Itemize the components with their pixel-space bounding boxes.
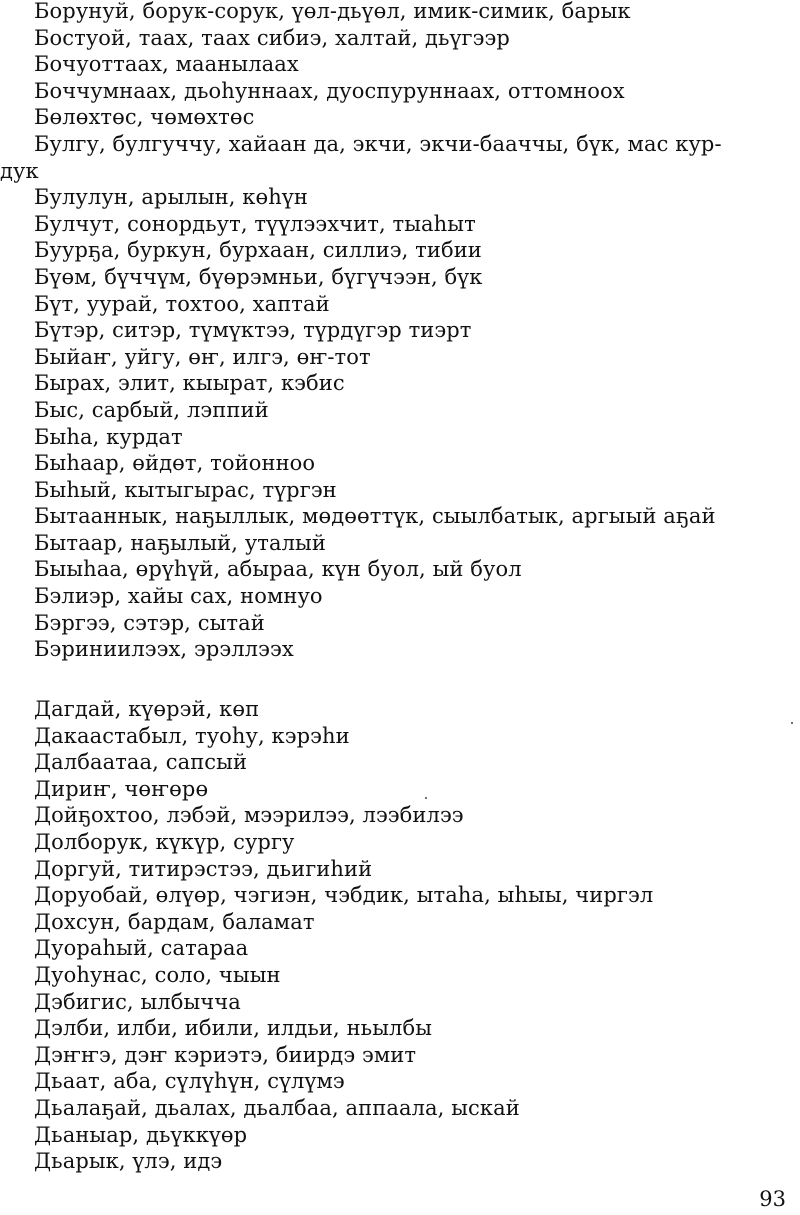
entry-line: Борунуй, борук-сорук, үөл-дьүөл, имик-симик, барык [34,0,631,23]
entry-line: Доргуй, титирэстээ, дьигиһий [34,856,373,881]
entry-line: Бүтэр, ситэр, түмүктээ, түрдүгэр тиэрт [34,318,472,343]
page-number: 93 [759,1187,786,1211]
entry-line: Быыһаа, өрүһүй, абыраа, күн буол, ый буол [34,557,522,582]
entry-line: Булчут, сонордьут, түүлээхчит, тыаһыт [34,211,476,236]
entry-line: Бэргээ, сэтэр, сытай [34,610,265,635]
entry-line: Дьаат, аба, сүлүһүн, сүлүмэ [34,1069,345,1094]
entry-line: Дэҥҥэ, дэҥ кэриэтэ, биирдэ эмит [34,1042,417,1067]
entry-line: Бытааннык, наҕыллык, мөдөөттүк, сыылбатык, аргыый аҕай [34,504,716,529]
entry-line: Бочуоттаах, маанылаах [34,52,299,77]
entry-line: Бытаар, наҕылый, уталый [34,530,326,555]
entry-line: Дакаастабыл, туоһу, кэрэһи [34,723,350,748]
entry-line: Долборук, күкүр, сургу [34,829,295,854]
entry-line: Дохсун, бардам, баламат [34,909,315,934]
entry-line: Быһый, кытыгырас, түргэн [34,477,337,502]
entry-line: Дириҥ, чөҥөрө [34,776,209,801]
entry-line: Дэбигис, ылбычча [34,989,241,1014]
entry-line: Быс, сарбый, лэппий [34,397,269,422]
entry-line-continuation: дук [0,158,39,183]
entry-line: Быһаар, өйдөт, тойонноо [34,451,316,476]
entry-line: Бөлөхтөс, чөмөхтөс [34,105,255,130]
entry-line: Быһа, курдат [34,424,183,449]
entry-line: Дьарык, үлэ, идэ [34,1149,223,1174]
print-speck [791,722,793,724]
entry-line: Бостуой, таах, таах сибиэ, халтай, дьүгээр [34,25,510,50]
entry-line: Дуоһунас, соло, чыын [34,962,281,987]
entry-line: Бэриниилээх, эрэллээх [34,637,294,662]
entry-line: Бүөм, бүччүм, бүөрэмньи, бүгүчээн, бүк [34,264,483,289]
entry-line: Булулун, арылын, көһүн [34,185,308,210]
section-d [0,696,800,1175]
entry-line: Дьалаҕай, дьалах, дьалбаа, аппаала, ыскай [34,1095,520,1120]
entry-line: Быйаҥ, уйгу, өҥ, илгэ, өҥ-тот [34,344,371,369]
entry-line: Дэлби, илби, ибили, илдьи, ньылбы [34,1016,433,1041]
entry-line: Бырах, элит, кыырат, кэбис [34,371,345,396]
entry-line: Дуораһый, сатараа [34,936,249,961]
entry-line: Дойҕохтоо, лэбэй, мээрилээ, лээбилээ [34,803,464,828]
print-speck [425,797,427,799]
entry-line: Бүт, уурай, тохтоо, хаптай [34,291,330,316]
entry-line: Дьаныар, дьүккүөр [34,1122,248,1147]
entry-line: Доруобай, өлүөр, чэгиэн, чэбдик, ытаһа, ыһыы, чиргэл [34,883,654,908]
entry-line: Боччумнаах, дьоһуннаах, дуоспуруннаах, оттомноох [34,78,625,103]
entry-line: Буурҕа, буркун, бурхаан, силлиэ, тибии [34,238,482,263]
entry-line: Далбаатаа, сапсый [34,750,248,775]
entry-line: Бэлиэр, хайы сах, номнуо [34,584,323,609]
entry-line: Дагдай, күөрэй, көп [34,697,260,721]
entry-line: Булгу, булгуччу, хайаан да, экчи, экчи-бааччы, бүк, мас кур- [34,131,722,156]
